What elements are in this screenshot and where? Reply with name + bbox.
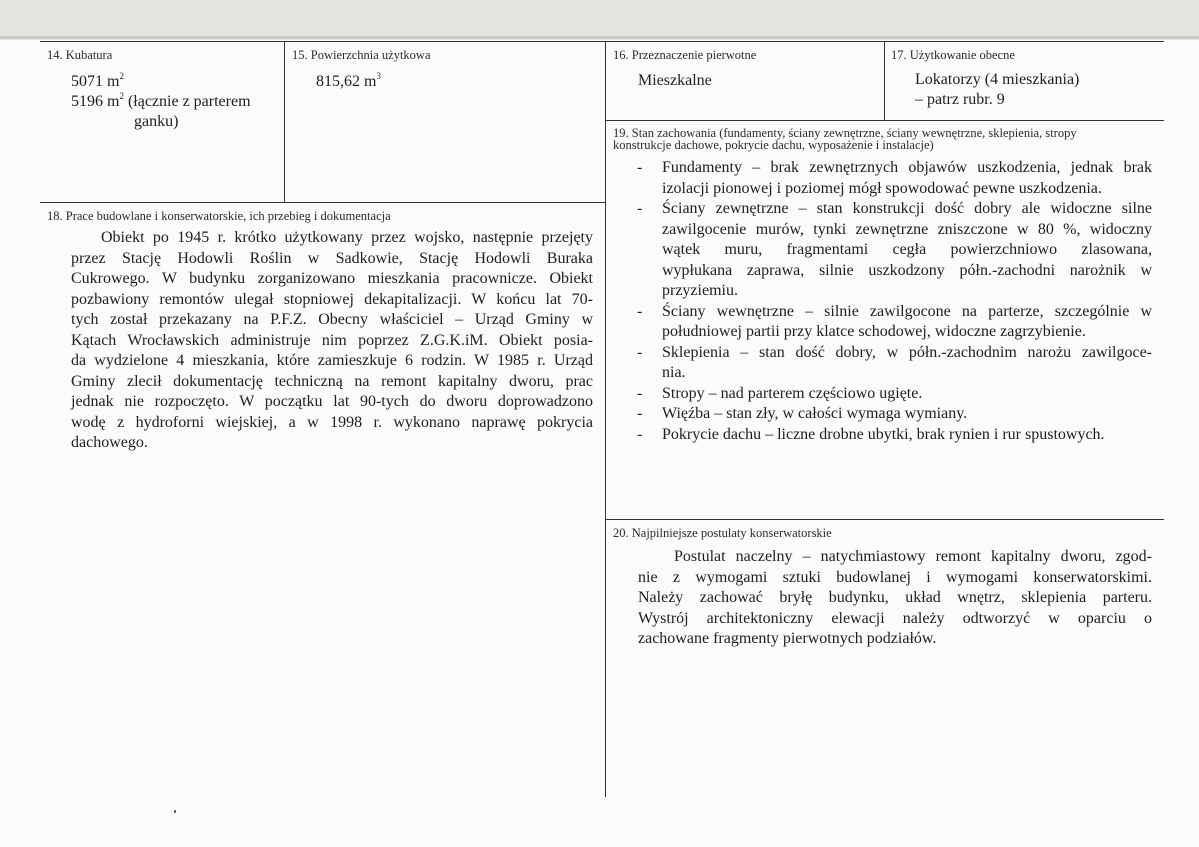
text-line: nie z wymogami sztuki budowlanej i wymogami konserwatorskimi. (638, 568, 1152, 586)
text-line: dachowego. (71, 434, 148, 451)
text-line: da wydzielone 4 mieszkania, które zamieszkuje 6 rodzin. W 1985 r. Urząd (71, 352, 593, 369)
powierzchnia-value: 815,62 $m^3$ (316, 70, 381, 90)
stan-item (624, 343, 1152, 384)
stan-item-line: wypłukana zaprawa, silnie uszkodzony półn.-zachodni narożnik w (662, 261, 1152, 279)
divider-16-17 (884, 41, 885, 120)
postulaty-label: 20. Najpilniejsze postulaty konserwatorskie (613, 526, 832, 540)
stan-item-line: - Ściany wewnętrzne – silnie zawilgocone na parterze, szczególnie w (662, 302, 1152, 320)
text-line: zachowane fragmenty pierwotnych podziałów. (638, 630, 937, 647)
text-line: pozbawiony remontów ulegał stopniowej dekapitalizacji. W końcu lat 70- (71, 290, 593, 308)
przeznaczenie-label: 16. Przeznaczenie pierwotne (613, 48, 757, 62)
text-line: Obiekt po 1945 r. krótko użytkowany przez wojsko, następnie przejęty (101, 229, 593, 246)
stan-item (624, 302, 1152, 343)
stan-item-line: zawilgocenie murów, tynki zewnętrzne zniszczone w 80 %, widoczny (662, 220, 1152, 238)
uzytkowanie-value-line2: – patrz rubr. 9 (915, 91, 1005, 108)
text-line: tych został przekazany na P.F.Z. Obecny właściciel – Urząd Gminy w (71, 311, 593, 328)
uzytkowanie-value-line1: Lokatorzy (4 mieszkania) (915, 71, 1080, 88)
stan-item-line: - Więźba – stan zły, w całości wymaga wymiany. (662, 405, 968, 422)
text-line: Kątach Wrocławskich administruje nim poprzez Z.G.K.iM. Obiekt posia- (71, 331, 593, 349)
postulaty-text (638, 547, 1152, 650)
kubatura-value-1: 5071 $m^2$ (71, 70, 124, 90)
stan-list (624, 158, 1152, 445)
stan-item-line: - Stropy – nad parterem częściowo ugięte. (662, 384, 923, 402)
scan-speck (174, 810, 176, 813)
stan-item (624, 199, 1152, 302)
stan-item-line: - Fundamenty – brak zewnętrznych objawów uszkodzenia, jednak brak (662, 159, 1152, 176)
stan-item-line: wątek muru, fragmentami cegła powierzchniowo zlasowana, (662, 241, 1152, 258)
stan-item-line: południowej partii przy klatce schodowej, widoczne zagrzybienie. (662, 323, 1086, 340)
stan-item-line: - Ściany zewnętrzne – stan konstrukcji dość dobry ale widoczne silne (662, 200, 1152, 217)
text-line: wodę z hydroforni wiejskiej, a w 1998 r. wykonano naprawę pokrycia (71, 413, 593, 431)
stan-item-line: izolacji pionowej i poziomej mógł spowodować pewne uszkodzenia. (662, 179, 1102, 197)
top-rule (40, 41, 1164, 42)
text-line: Należy zachować bryłę budynku, układ wnętrz, sklepienia parteru. (638, 589, 1152, 606)
text-line: Wystrój architektoniczny elewacji należy odtworzyć w oparciu o (638, 609, 1152, 627)
stan-item-line: nia. (662, 364, 686, 381)
center-divider (605, 41, 606, 797)
stan-item-line: - Sklepienia – stan dość dobry, w półn.-zachodnim narożu zawilgoce- (662, 343, 1152, 361)
stan-label-line1: 19. Stan zachowania (fundamenty, ściany zewnętrzne, ściany wewnętrzne, sklepienia, stropy (613, 126, 1077, 140)
stan-item (624, 404, 1152, 425)
przeznaczenie-value: Mieszkalne (638, 72, 712, 89)
powierzchnia-label: 15. Powierzchnia użytkowa (292, 48, 431, 62)
text-line: Gminy zlecił dokumentację techniczną na remont kapitalny dworu, prac (71, 372, 593, 390)
scan-edge-shadow (0, 36, 1199, 39)
scan-top-margin (0, 0, 1199, 40)
stan-item (624, 158, 1152, 199)
stan-label-line2: konstrukcje dachowe, pokrycie dachu, wyposażenie i instalacje) (613, 138, 934, 152)
text-line: jednak nie rozpoczęto. W początku lat 90-tych do dworu doprowadzono (71, 393, 593, 410)
text-line: Postulat naczelny – natychmiastowy remont kapitalny dworu, zgod- (674, 548, 1152, 565)
kubatura-label: 14. Kubatura (47, 48, 113, 62)
uzytkowanie-label: 17. Użytkowanie obecne (891, 48, 1015, 62)
rule-under-16-17 (605, 120, 1164, 121)
prace-label: 18. Prace budowlane i konserwatorskie, ich przebieg i dokumentacja (47, 209, 391, 223)
kubatura-value-2: 5196 $m^2$ (łącznie z parterem (71, 90, 251, 110)
kubatura-value-3: ganku) (134, 113, 179, 130)
rule-above-18 (40, 202, 605, 203)
stan-item (624, 384, 1152, 405)
prace-text (71, 228, 593, 454)
text-line: Cukrowego. W budynku zorganizowano mieszkania pracownicze. Obiekt (71, 270, 593, 287)
stan-item (624, 425, 1152, 446)
rule-above-20 (605, 519, 1164, 520)
stan-item-line: przyziemiu. (662, 282, 738, 299)
stan-item-line: - Pokrycie dachu – liczne drobne ubytki, brak rynien i rur spustowych. (662, 425, 1105, 443)
text-line: przez Stację Hodowli Roślin w Sadkowie, Stację Hodowli Buraka (71, 249, 593, 267)
divider-14-15 (284, 41, 285, 202)
